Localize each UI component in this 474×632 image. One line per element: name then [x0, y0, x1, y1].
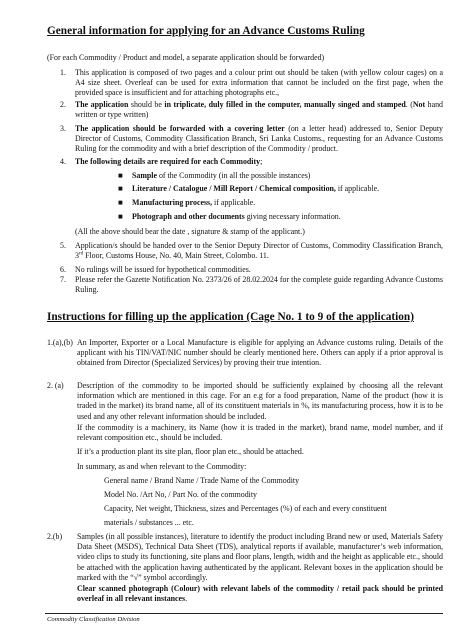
instructions-para-3: If the commodity is a machinery, its Name (how it is traded in the market), brand name, model number, and if relevant composition etc., should be included.	[77, 423, 443, 443]
instructions-para-1: An Importer, Exporter or a Local Manufacture is eligible for applying an Advance customs ruling. Details of the applicant with his TIN/VAT/NIC number should be clearly mentioned here. Others can apply if a prior approval is obtained from Director (Specialized Services) by proving their true intention.	[77, 338, 443, 368]
para-number: 2. (a)	[47, 381, 64, 390]
summary-item: materials / substances ... etc.	[104, 518, 194, 527]
bullet-item	[132, 171, 310, 180]
item-2-bold: The application	[75, 100, 129, 109]
item-number: 7.	[60, 275, 66, 284]
item-2-bold: in triplicate, duly filled in the computer, manually singed and stamped	[164, 100, 406, 109]
bullet-rest: giving necessary information.	[244, 212, 341, 221]
bullet-icon: ■	[118, 212, 123, 221]
item-number: 2.	[60, 100, 66, 109]
bullet-rest: if applicable.	[335, 184, 380, 193]
bullet-icon: ■	[118, 184, 123, 193]
item-5-span: Floor, Customs House, No. 40, Main Street, Colombo. 11.	[83, 251, 269, 261]
item-2-span: . (	[405, 100, 413, 109]
bullet-rest: of the Commodity (in all the possible instances)	[157, 171, 311, 180]
footer-divider	[45, 613, 443, 614]
instructions-heading: Instructions for filling up the application (Cage No. 1 to 9 of the application)	[47, 311, 414, 323]
item-5-span: Application/s should be handed over to the Senior Deputy Director of Customs, Commodity Classification Branch, 3	[75, 241, 443, 261]
general-info-heading: General information for applying for an Advance Customs Ruling	[47, 25, 365, 37]
item-number: 3.	[60, 124, 66, 133]
bullet-bold: Photograph and other documents	[132, 212, 245, 221]
item-2-span: hand written or type written)	[75, 100, 443, 120]
instructions-para-7	[77, 584, 443, 604]
bullet-item	[132, 198, 255, 207]
instructions-para-6: Samples (in all possible instances), literature to identify the product including Brand new or used, Materials Safety Data Sheet (MSDS), Technical Data Sheet (TDS), analytical reports if available, manufacturer’s web information, video clips to study its functioning, site plans and floor plans, length, width and the height as applicable etc., should be attached with the application having authenticated by the applicant. Relevant boxes in the application should be marked with the “√” symbol accordingly.	[77, 532, 443, 582]
item-4-text	[75, 157, 443, 167]
item-5-text	[75, 241, 443, 261]
summary-item: Model No. /Art No, / Part No. of the commodity	[104, 490, 257, 499]
para-number: 1.(a),(b)	[47, 338, 73, 347]
bullet-item	[132, 212, 341, 221]
item-2-bold: Not	[412, 100, 426, 109]
item-number: 1.	[60, 68, 66, 77]
general-intro: (For each Commodity / Product and model, a separate application should be forwarded)	[47, 53, 325, 62]
item-3-span: (on a letter head) addressed to, Senior Deputy Director of Customs, Commodity Classification Branch, Sri Lanka Customs., requesting for an Advance Customs Ruling for the commodity and with a brief description of the Commodity / product.	[75, 124, 443, 154]
item-4-bold: The following details are required for each Commodity	[75, 157, 261, 166]
bullet-icon: ■	[118, 198, 123, 207]
item-2-span: should be	[128, 100, 165, 109]
item-3-bold: The application should be forwarded with a covering letter	[75, 124, 285, 133]
instructions-para-4: If it’s a production plant its site plan, floor plan etc., should be attached.	[77, 447, 304, 456]
para-7-tail: .	[185, 594, 188, 604]
all-above-note: (All the above should bear the date , signature & stamp of the applicant.)	[75, 227, 305, 236]
bullet-rest: if applicable.	[212, 198, 256, 207]
item-5-sup: rd	[78, 251, 84, 257]
instructions-para-5: In summary, as and when relevant to the Commodity:	[77, 462, 247, 471]
bullet-bold: Manufacturing process,	[132, 198, 213, 207]
para-7-bold: Clear scanned photograph (Colour) with relevant labels of the commodity / retail pack should be printed overleaf in all relevant instances	[77, 584, 443, 604]
item-6-text: No rulings will be issued for hypothetical commodities.	[75, 265, 251, 274]
item-number: 6.	[60, 265, 66, 274]
summary-item: Capacity, Net weight, Thickness, sizes and Percentages (%) of each and every constituent	[104, 504, 387, 513]
bullet-bold: Sample	[132, 171, 157, 180]
summary-item: General name / Brand Name / Trade Name of the Commodity	[104, 476, 300, 485]
footer-text: Commodity Classification Division	[47, 616, 140, 623]
item-number: 4.	[60, 157, 66, 166]
bullet-icon: ■	[118, 171, 123, 180]
item-4-span: ;	[260, 157, 263, 166]
instructions-para-2: Description of the commodity to be imported should be sufficiently explained by choosing all the relevant information which are mentioned in this cage. For an e.g for a food preparation, Name of the product (how it is traded in the market) its brand name, all of its constituent materials in %, its manufacturing process, how it is to be used and any other relevant information should be included.	[77, 381, 443, 421]
para-number: 2.(b)	[47, 532, 63, 541]
item-7-text: Please refer the Gazette Notification No. 2373/26 of 28.02.2024 for the complete guide regarding Advance Customs Ruling.	[75, 275, 443, 295]
item-number: 5.	[60, 241, 66, 250]
item-2-text	[75, 100, 443, 120]
item-1-text: This application is composed of two pages and a colour print out should be taken (with yellow colour cages) on a A4 size sheet. Overleaf can be used for extra information that cannot be included on the first page, when the provided space is insufficient and for attaching photographs etc.,	[75, 68, 443, 98]
bullet-item	[132, 184, 379, 193]
bullet-bold: Literature / Catalogue / Mill Report / Chemical composition,	[132, 184, 336, 193]
item-3-text	[75, 124, 443, 155]
